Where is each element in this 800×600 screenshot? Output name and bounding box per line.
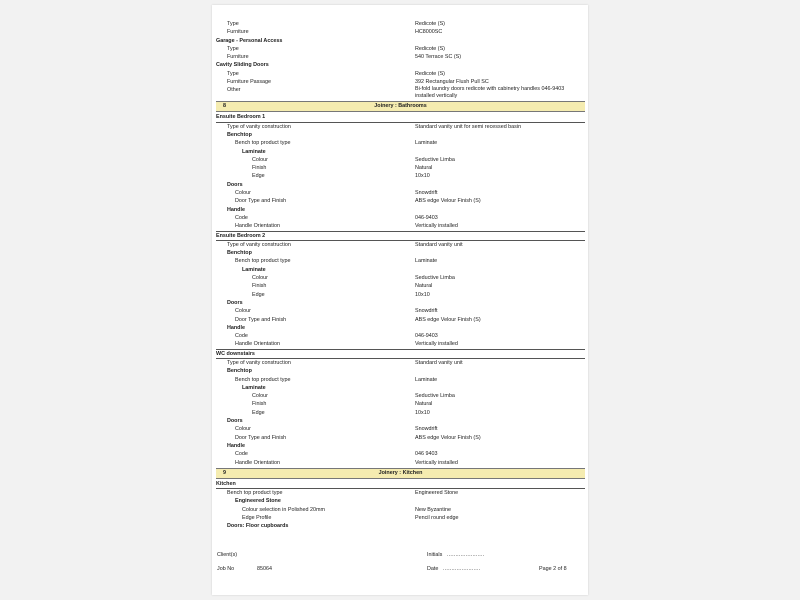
spec-label: Doors [227, 299, 243, 306]
spec-row [216, 20, 585, 28]
spec-row [216, 376, 585, 384]
group-heading [216, 61, 585, 69]
spec-row [216, 409, 585, 417]
job-no-value: 85064 [257, 566, 272, 572]
spec-label: Handle Orientation [235, 341, 280, 348]
spec-row [216, 489, 585, 497]
spec-label: Colour [252, 275, 268, 282]
spec-value: Pencil round edge [415, 515, 459, 522]
date-line: ...................... [443, 566, 481, 572]
spec-label: Garage - Personal Access [216, 37, 283, 44]
spec-label: Edge [252, 409, 265, 416]
spec-row [216, 400, 585, 408]
spec-label: Furniture [227, 29, 249, 36]
spec-label: Colour [235, 308, 251, 315]
spec-row [216, 274, 585, 282]
spec-value: Seductive Limba [415, 393, 455, 400]
room-heading [216, 113, 585, 122]
group-heading [216, 266, 585, 274]
spec-row [216, 291, 585, 299]
spec-value: 540 Terrace SC (S) [415, 54, 462, 61]
spec-value: Redicote (S) [415, 21, 445, 27]
page-footer [217, 552, 585, 582]
spec-label: Colour [252, 156, 268, 163]
spec-value: 10x10 [415, 291, 430, 298]
group-heading [216, 37, 585, 45]
spec-label: Bench top product type [235, 140, 291, 147]
spec-label: Door Type and Finish [235, 198, 287, 205]
spec-value: Natural [415, 165, 433, 172]
spec-label: Other [227, 87, 241, 94]
spec-label: Bench top product type [227, 490, 283, 497]
spec-row [216, 241, 585, 249]
spec-label: Handle Orientation [235, 459, 280, 466]
spec-value: Seductive Limba [415, 156, 455, 163]
section-number: 9 [223, 469, 226, 476]
spec-row [216, 164, 585, 172]
spec-label: Benchtop [227, 250, 252, 257]
spec-row [216, 123, 585, 131]
spec-label: Handle [227, 324, 245, 331]
spec-label: Furniture Passage [227, 79, 272, 86]
spec-value: Natural [415, 401, 433, 408]
spec-row [216, 222, 585, 231]
room-heading [216, 350, 585, 359]
spec-row [216, 45, 585, 53]
spec-label: Kitchen [216, 480, 236, 487]
spec-label: Ensuite Bedroom 1 [216, 114, 266, 121]
group-heading [216, 249, 585, 257]
spec-label: Colour selection in Polished 20mm [242, 506, 325, 513]
spec-value: ABS edge Velour Finish (S) [415, 198, 481, 205]
spec-label: Laminate [242, 148, 266, 155]
spec-label: Edge [252, 291, 265, 298]
spec-value: Vertically installed [415, 223, 458, 230]
spec-value: Laminate [415, 376, 438, 383]
spec-row [216, 506, 585, 514]
group-heading [216, 442, 585, 450]
section-header [216, 101, 585, 112]
spec-row [216, 514, 585, 522]
section-title: Joinery : Kitchen [378, 469, 423, 476]
job-no-label: Job No [217, 566, 235, 572]
spec-row [216, 53, 585, 61]
spec-label: Door Type and Finish [235, 316, 287, 323]
spec-value: Vertically installed [415, 459, 458, 466]
clients-label: Client(s) [217, 552, 238, 558]
spec-value: New Byzantine [415, 506, 451, 513]
spec-value: HC8000SC [415, 29, 443, 36]
spec-value: Standard vanity unit for semi recessed basin [415, 123, 522, 130]
group-heading [216, 367, 585, 375]
spec-value: Snowdrift [415, 190, 438, 197]
spec-row [216, 392, 585, 400]
spec-label: Code [235, 333, 248, 340]
spec-label: Type [227, 45, 239, 52]
spec-row [216, 459, 585, 467]
spec-label: Edge Profile [242, 515, 272, 522]
group-heading [216, 181, 585, 189]
spec-label: Colour [252, 393, 268, 400]
spec-label: Finish [252, 283, 267, 290]
spec-value: 10x10 [415, 173, 430, 180]
spec-value: Vertically installed [415, 341, 458, 348]
spec-row [216, 340, 585, 349]
section-title: Joinery : Bathrooms [374, 103, 427, 110]
spec-row [216, 189, 585, 197]
room-heading [216, 480, 585, 489]
spec-row [216, 425, 585, 433]
initials-line: ...................... [447, 552, 485, 558]
spec-value: 046 9403 [415, 451, 438, 458]
spec-value: Laminate [415, 140, 438, 147]
spec-label: Benchtop [227, 131, 252, 138]
spec-row [216, 86, 585, 100]
spec-row [216, 28, 585, 36]
date-label: Date [427, 566, 439, 572]
spec-label: Type of vanity construction [227, 359, 291, 366]
group-heading [216, 417, 585, 425]
spec-value: 10x10 [415, 409, 430, 416]
spec-label: Colour [235, 190, 251, 197]
spec-label: Bench top product type [235, 376, 291, 383]
spec-row [216, 316, 585, 324]
spec-label: Handle [227, 442, 245, 449]
spec-value: Standard vanity unit [415, 241, 463, 248]
spec-row [216, 78, 585, 86]
spec-label: Benchtop [227, 368, 252, 375]
spec-row [216, 257, 585, 265]
spec-value: 046-9403 [415, 333, 438, 340]
page-number: Page 2 of 8 [539, 566, 567, 572]
spec-label: Doors [227, 181, 243, 188]
spec-label: Handle [227, 206, 245, 213]
spec-label: Handle Orientation [235, 223, 280, 230]
spec-label: Finish [252, 401, 267, 408]
spec-value: Snowdrift [415, 308, 438, 315]
spec-label: Edge [252, 173, 265, 180]
spec-row [216, 139, 585, 147]
spec-label: Colour [235, 426, 251, 433]
section-number: 8 [223, 103, 226, 110]
spec-value: Standard vanity unit [415, 359, 463, 366]
spec-value: Bi-fold laundry doors redicote with cabinetry handles 046-9403 installed vertically [415, 86, 565, 99]
spec-label: WC downstairs [216, 350, 255, 357]
spec-label: Type [227, 70, 239, 77]
initials-label: Initials [427, 552, 443, 558]
spec-row [216, 172, 585, 180]
spec-label: Doors: Floor cupboards [227, 523, 289, 530]
spec-label: Bench top product type [235, 258, 291, 265]
spec-label: Furniture [227, 54, 249, 61]
spec-value: 392 Rectangular Flush Pull SC [415, 79, 489, 86]
spec-label: Type of vanity construction [227, 123, 291, 130]
spec-label: Type of vanity construction [227, 241, 291, 248]
spec-row [216, 359, 585, 367]
spec-label: Door Type and Finish [235, 434, 287, 441]
spec-row [216, 450, 585, 458]
group-heading [216, 299, 585, 307]
group-heading [216, 384, 585, 392]
room-heading [216, 232, 585, 241]
spec-value: Redicote (S) [415, 70, 445, 77]
section-header [216, 468, 585, 479]
spec-label: Doors [227, 418, 243, 425]
spec-value: Laminate [415, 258, 438, 265]
spec-label: Laminate [242, 384, 266, 391]
spec-label: Code [235, 214, 248, 221]
spec-label: Laminate [242, 266, 266, 273]
document-page [212, 5, 588, 595]
spec-value: ABS edge Velour Finish (S) [415, 434, 481, 441]
spec-row [216, 156, 585, 164]
group-heading [216, 497, 585, 505]
group-heading [216, 206, 585, 214]
specification-table [216, 20, 585, 531]
spec-value: Redicote (S) [415, 45, 445, 52]
spec-value: ABS edge Velour Finish (S) [415, 316, 481, 323]
spec-row [216, 197, 585, 205]
spec-row [216, 332, 585, 340]
spec-label: Finish [252, 165, 267, 172]
spec-value: Natural [415, 283, 433, 290]
spec-row [216, 434, 585, 442]
group-heading [216, 324, 585, 332]
spec-label: Engineered Stone [235, 498, 281, 505]
group-heading [216, 522, 585, 530]
spec-value: Engineered Stone [415, 490, 459, 497]
spec-label: Type [227, 21, 239, 27]
group-heading [216, 131, 585, 139]
spec-row [216, 70, 585, 78]
spec-label: Cavity Sliding Doors [216, 62, 269, 69]
spec-value: Snowdrift [415, 426, 438, 433]
spec-row [216, 282, 585, 290]
spec-label: Ensuite Bedroom 2 [216, 232, 266, 239]
group-heading [216, 148, 585, 156]
spec-label: Code [235, 451, 248, 458]
spec-row [216, 307, 585, 315]
spec-value: Seductive Limba [415, 275, 455, 282]
spec-row [216, 214, 585, 222]
spec-value: 046-9403 [415, 214, 438, 221]
